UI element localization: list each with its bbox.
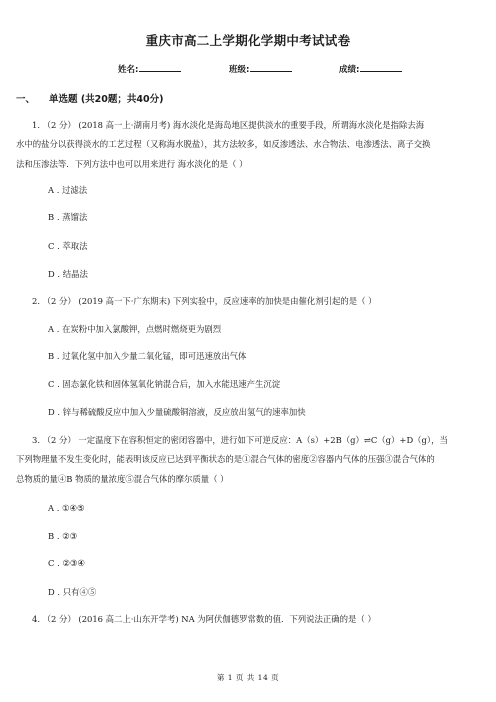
question-2-option-b[interactable]: B . 过氧化氢中加入少量二氧化锰，即可迅速放出气体 xyxy=(48,351,247,361)
question-line: 总物质的量④B 物质的量浓度⑤混合气体的摩尔质量（ ） xyxy=(16,473,229,484)
section-heading xyxy=(16,91,163,105)
name-label: 姓名: xyxy=(118,65,139,75)
section-number: 一、 xyxy=(16,94,36,105)
question-line: 3. （2 分） 一定温度下在容积恒定的密闭容器中，进行如下可逆反应：A（s）+2B（g）⇌C（g）+D（g），当 xyxy=(32,435,448,445)
question-line: 水中的盐分以获得淡水的工艺过程（又称海水脱盐），其方法较多，如反渗透法、水合物法、电渗透法、离子交换 xyxy=(16,139,431,150)
question-3-stem xyxy=(16,431,468,489)
question-line: 下列物理量不发生变化时，能表明该反应已达到平衡状态的是①混合气体的密度②容器内气体的压强③混合气体的 xyxy=(16,454,435,465)
question-3-option-c[interactable]: C . ②③④ xyxy=(48,558,85,568)
question-line: 4. （2 分） (2016 高二上·山东开学考) NA 为阿伏伽德罗常数的值．下列说法正确的是（ ） xyxy=(32,614,376,624)
class-label: 班级: xyxy=(229,65,250,75)
score-label: 成绩: xyxy=(339,65,360,75)
section-title: 单选题 (共20题；共40分) xyxy=(49,94,164,105)
question-2-option-a[interactable]: A . 在炭粉中加入氯酸钾，点燃时燃烧更为剧烈 xyxy=(48,324,222,334)
student-info-row xyxy=(0,62,496,76)
name-field[interactable] xyxy=(118,62,181,75)
question-4-stem xyxy=(32,610,468,629)
question-2-option-c[interactable]: C . 固态氯化铁和固体氢氧化钠混合后，加入水能迅速产生沉淀 xyxy=(48,379,281,389)
question-line: 法和压渗法等．下列方法中也可以用来进行 海水淡化的是（ ） xyxy=(16,158,248,169)
question-3-option-d[interactable]: D . 只有④⑤ xyxy=(48,587,97,597)
name-blank[interactable] xyxy=(139,62,181,72)
page-title: 重庆市高二上学期化学期中考试试卷 xyxy=(145,33,351,48)
question-3-option-b[interactable]: B . ②③ xyxy=(48,531,78,541)
class-blank[interactable] xyxy=(250,62,292,72)
question-1-option-a[interactable]: A . 过滤法 xyxy=(48,185,88,195)
question-1-option-d[interactable]: D . 结晶法 xyxy=(48,269,88,279)
class-field[interactable] xyxy=(229,62,292,75)
question-1-option-c[interactable]: C . 萃取法 xyxy=(48,241,88,251)
question-line: 2. （2 分） (2019 高一下·广东期末) 下列实验中，反应速率的加快是由催化剂引起的是（ ） xyxy=(32,296,377,306)
page-footer: 第 1 页 共 14 页 xyxy=(216,673,280,682)
question-1-option-b[interactable]: B . 蒸馏法 xyxy=(48,212,88,222)
score-blank[interactable] xyxy=(360,62,402,72)
question-3-option-a[interactable]: A . ①④⑤ xyxy=(48,503,85,513)
question-line: 1. （2 分） (2018 高一上·湖南月考) 海水淡化是海岛地区提供淡水的重要手段，所谓海水淡化是指除去海 xyxy=(32,120,425,130)
question-2-stem xyxy=(32,292,468,311)
question-2-option-d[interactable]: D . 锌与稀硫酸反应中加入少量硫酸铜溶液，反应放出氢气的速率加快 xyxy=(48,407,306,417)
score-field[interactable] xyxy=(339,62,402,75)
question-1-stem xyxy=(16,116,468,174)
